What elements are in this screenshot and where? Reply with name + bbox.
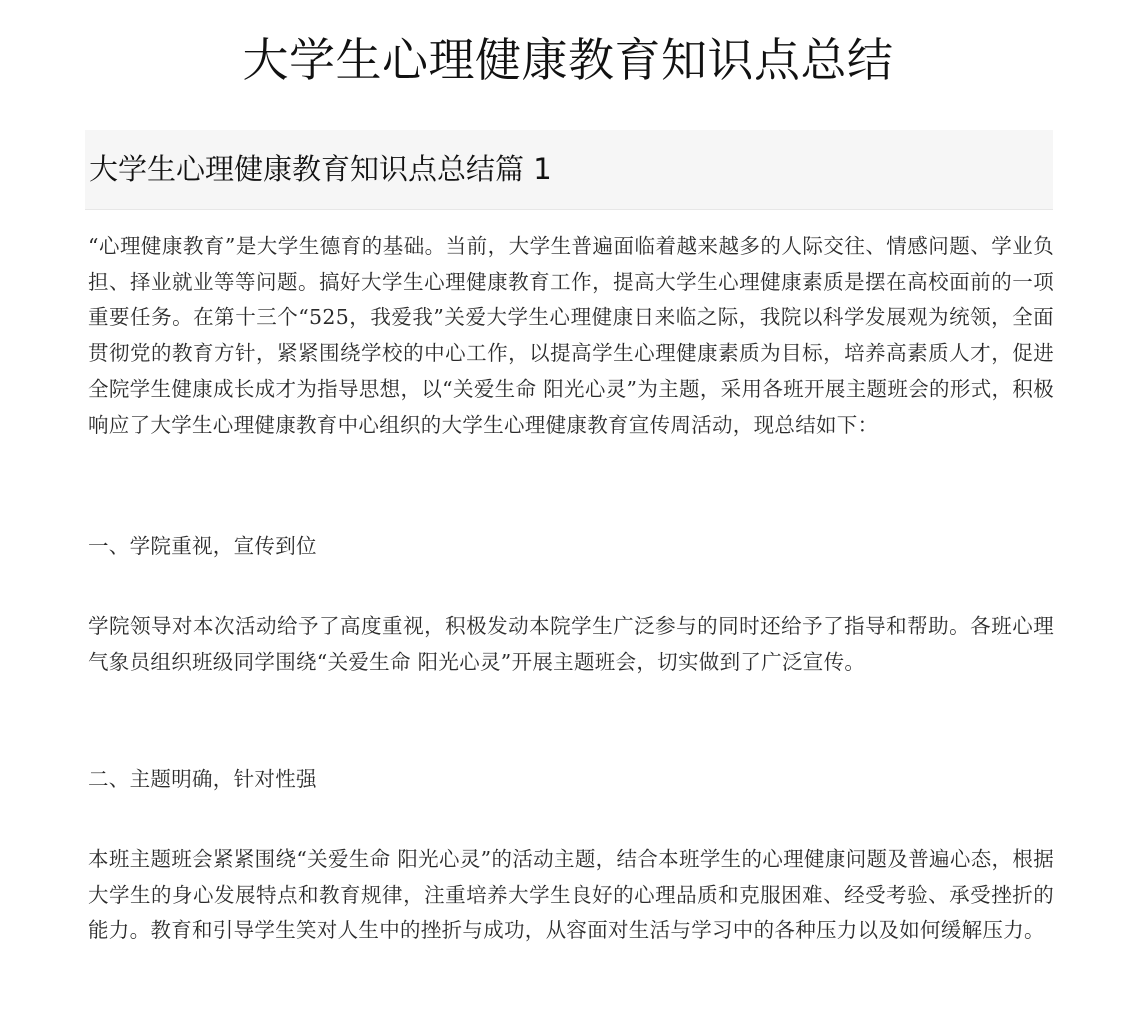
paragraph-intro: “心理健康教育”是大学生德育的基础。当前，大学生普遍面临着越来越多的人际交往、情感问题、学业负担、择业就业等等问题。搞好大学生心理健康教育工作，提高大学生心理健康素质是摆在高校面前的一项重要任务。在第十三个“525，我爱我”关爱大学生心理健康日来临之际，我院以科学发展观为统领，全面贯彻党的教育方针，紧紧围绕学校的中心工作，以提高学生心理健康素质为目标，培养高素质人才，促进全院学生健康成长成才为指导思想，以“关爱生命 阳光心灵”为主题，采用各班开展主题班会的形式，积极响应了大学生心理健康教育中心组织的大学生心理健康教育宣传周活动，现总结如下： xyxy=(88,234,1054,437)
subheading-college-attention: 一、学院重视，宣传到位 xyxy=(88,534,317,558)
section-title: 大学生心理健康教育知识点总结篇 1 xyxy=(89,152,552,186)
paragraph-clear-theme: 本班主题班会紧紧围绕“关爱生命 阳光心灵”的活动主题，结合本班学生的心理健康问题及普遍心态，根据大学生的身心发展特点和教育规律，注重培养大学生良好的心理品质和克服困难、经受考验、承受挫折的能力。教育和引导学生笑对人生中的挫折与成功，从容面对生活与学习中的各种压力以及如何缓解压力。 xyxy=(88,847,1054,943)
page-title: 大学生心理健康教育知识点总结 xyxy=(242,33,894,87)
paragraph-college-attention: 学院领导对本次活动给予了高度重视，积极发动本院学生广泛参与的同时还给予了指导和帮助。各班心理气象员组织班级同学围绕“关爱生命 阳光心灵”开展主题班会，切实做到了广泛宣传。 xyxy=(88,614,1054,674)
subheading-clear-theme: 二、主题明确，针对性强 xyxy=(88,767,317,791)
section-header xyxy=(85,130,1053,210)
